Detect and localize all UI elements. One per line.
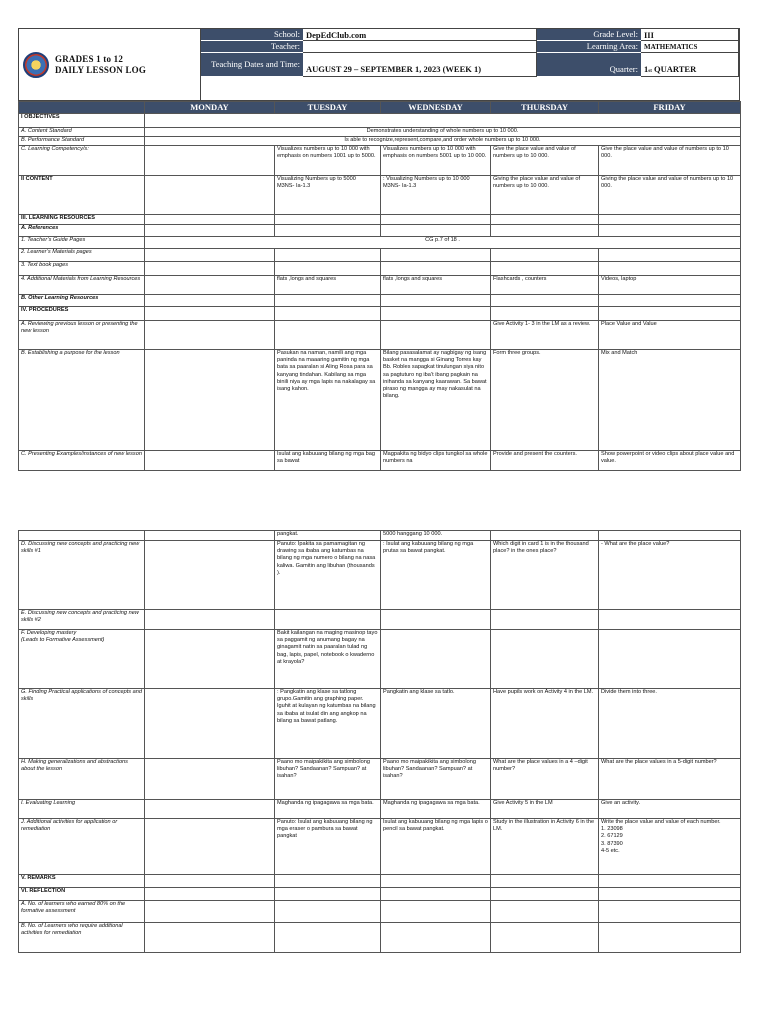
table-row [19, 237, 741, 249]
quarter-label: Quarter: [537, 53, 641, 77]
table-row [19, 531, 741, 541]
additional-activities-wednesday: Isulat ang kabuuang bilang ng mga lapis o pencil sa bawat pangkat. [381, 819, 491, 875]
content-monday [145, 176, 275, 215]
reflection-heading: VI. REFLECTION [19, 888, 145, 901]
learners-materials-label: 2. Learner’s Materials pages [19, 249, 145, 262]
presenting-label: C. Presenting Examples/instances of new lesson [19, 451, 145, 471]
additional-materials-monday [145, 276, 275, 295]
lesson-log-table-2 [18, 530, 741, 953]
table-row [19, 176, 741, 215]
additional-activities-label: J. Additional activities for application or remediation [19, 819, 145, 875]
evaluating-friday: Give an activity. [599, 800, 741, 819]
establishing-wednesday: Bilang pasasalamat ay nagbigay ng isang basket na mangga si Ginang Torres kay Bb. Robles sapagkat tinulungan siya nito sa pagtuturo ng iba’t ibang pagkain na inihanda sa kanyang kaarawan. Sa bawat piraso ng mangga ay may nakasulat na bilang. [381, 350, 491, 451]
table-row [19, 451, 741, 471]
day-header-tuesday: TUESDAY [275, 102, 381, 114]
evaluating-wednesday: Maghanda ng ipagagawa sa mga bata. [381, 800, 491, 819]
establishing-label: B. Establishing a purpose for the lesson [19, 350, 145, 451]
lesson-log-page-2 [18, 530, 740, 953]
table-row [19, 759, 741, 800]
practical-friday: Divide them into three. [599, 689, 741, 759]
references-heading: A. References [19, 225, 145, 237]
generalizations-label: H. Making generalizations and abstractions about the lesson [19, 759, 145, 800]
additional-activities-monday [145, 819, 275, 875]
objectives-blank [145, 114, 741, 128]
table-row [19, 225, 741, 237]
lesson-log-header [18, 28, 740, 101]
presenting-monday [145, 451, 275, 471]
practical-monday [145, 689, 275, 759]
table-row [19, 276, 741, 295]
evaluating-thursday: Give Activity 5 in the LM [491, 800, 599, 819]
table-row [19, 541, 741, 610]
table-row [19, 128, 741, 137]
reviewing-friday: Place Value and Value [599, 321, 741, 350]
mastery-tuesday: Bakit kailangan na maging masinop tayo sa paggamit ng anumang bagay na ginagamit natin sa paaralan tulad ng bag, lapis, papel, notebook o kwaderno at krayola? [275, 630, 381, 689]
competency-wednesday: Visualizes numbers up to 10 000 with emphasis on numbers 5001 up to 10 000. [381, 146, 491, 176]
establishing-friday: Mix and Match [599, 350, 741, 451]
discussing1-friday: - What are the place value? [599, 541, 741, 610]
additional-materials-tuesday: flats ,longs and squares [275, 276, 381, 295]
generalizations-friday: What are the place values in a 5-digit number? [599, 759, 741, 800]
content-thursday: Giving the place value and value of numbers up to 10 000. [491, 176, 599, 215]
competency-monday [145, 146, 275, 176]
competency-tuesday: Visualizes numbers up to 10 000 with emphasis on numbers 1001 up to 5000. [275, 146, 381, 176]
table-row [19, 888, 741, 901]
learners-80-label: A. No. of learners who earned 80% on the formative assessment [19, 901, 145, 923]
quarter-word: QUARTER [654, 64, 697, 74]
objectives-heading: I OBJECTIVES [19, 114, 145, 128]
generalizations-monday [145, 759, 275, 800]
table-row [19, 146, 741, 176]
practical-label: G. Finding Practical applications of concepts and skills [19, 689, 145, 759]
day-header-blank [19, 102, 145, 114]
table-row [19, 800, 741, 819]
reviewing-thursday: Give Activity 1- 3 in the LM as a review. [491, 321, 599, 350]
content-friday: Giving the place value and value of numbers up to 10 000. [599, 176, 741, 215]
evaluating-monday [145, 800, 275, 819]
document-title [55, 54, 146, 76]
table-row [19, 137, 741, 146]
presenting-friday: Show powerpoint or video clips about place value and value. [599, 451, 741, 471]
lesson-log-page-1 [18, 28, 740, 471]
generalizations-thursday: What are the place values in a 4 –digit number? [491, 759, 599, 800]
table-row [19, 321, 741, 350]
mastery-wednesday [381, 630, 491, 689]
quarter-number: 1 [644, 64, 649, 74]
teachers-guide-label: 1. Teacher’s Guide Pages [19, 237, 145, 249]
presenting-tuesday: Isulat ang kabuuang bilang ng mga bag sa bawat [275, 451, 381, 471]
practical-thursday: Have pupils work on Activity 4 in the LM. [491, 689, 599, 759]
generalizations-tuesday: Paano mo maipakikita ang simbolong libuhan? Sandaanan? Sampuan? at isahan? [275, 759, 381, 800]
presenting-cont-tuesday: pangkat. [275, 531, 381, 541]
title-line-2: DAILY LESSON LOG [55, 64, 147, 75]
table-row [19, 923, 741, 953]
day-header-monday: MONDAY [145, 102, 275, 114]
mastery-thursday [491, 630, 599, 689]
quarter-ordinal: st [648, 69, 652, 74]
table-row [19, 262, 741, 276]
evaluating-tuesday: Maghanda ng ipagagawa sa mga bata. [275, 800, 381, 819]
table-row [19, 307, 741, 321]
reviewing-tuesday [275, 321, 381, 350]
learners-remedial-label: B. No. of Learners who require additional activities for remediation [19, 923, 145, 953]
reviewing-label: A. Reviewing previous lesson or presenting the new lesson [19, 321, 145, 350]
discussing1-wednesday: : Isulat ang kabuuang bilang ng mga prutas sa bawat pangkat. [381, 541, 491, 610]
lesson-log-table-1 [18, 101, 741, 471]
quarter-value [641, 53, 739, 77]
additional-materials-friday: Videos, laptop [599, 276, 741, 295]
learning-area-label: Learning Area: [537, 41, 641, 53]
additional-materials-wednesday: flats ,longs and squares [381, 276, 491, 295]
performance-standard-value: Is able to recognize,represent,compare,and order whole numbers up to 10 000. [145, 137, 741, 146]
practical-tuesday: : Pangkatin ang klase sa tatlong grupo.Gamitin ang graphing paper. Iguhit at kulayan ng katumbas na bilang sa ibaba at isulat din ang angkop na bilang sa bawat patlang. [275, 689, 381, 759]
teacher-label: Teacher: [201, 41, 303, 53]
presenting-cont-wednesday: 5000 hanggang 10 000. [381, 531, 491, 541]
deped-seal-icon [23, 52, 49, 78]
table-row [19, 215, 741, 225]
content-tuesday: Visualizing Numbers up to 5000 M3NS- Ia-1.3 [275, 176, 381, 215]
discussing1-thursday: Which digit in card 1 is in the thousand place? in the ones place? [491, 541, 599, 610]
discussing1-tuesday: Panuto: Ipakita sa pamamagitan ng drawing sa ibaba ang katumbas na bilang ng mga numero o bilang na nasa kaliwa. Gamitin ang libuhan (thousands ). [275, 541, 381, 610]
practical-wednesday: Pangkatin ang klase sa tatlo. [381, 689, 491, 759]
grade-level-label: Grade Level: [537, 29, 641, 41]
teaching-dates-label: Teaching Dates and Time: [201, 53, 303, 77]
table-row [19, 689, 741, 759]
discussing2-label: E. Discussing new concepts and practicing new skills #2 [19, 610, 145, 630]
generalizations-wednesday: Paano mo maipakikita ang simbolong libuhan? Sandaanan? Sampuan? at isahan? [381, 759, 491, 800]
day-header-thursday: THURSDAY [491, 102, 599, 114]
reviewing-monday [145, 321, 275, 350]
school-value: DepEdClub.com [303, 29, 537, 41]
evaluating-label: I. Evaluating Learning [19, 800, 145, 819]
resources-heading: III. LEARNING RESOURCES [19, 215, 145, 225]
day-header-friday: FRIDAY [599, 102, 741, 114]
table-row [19, 114, 741, 128]
establishing-tuesday: Pasukan na naman, namili ang mga paninda na maaaring gamitin ng mga bata sa paaralan si Aling Rosa para sa kanyang tindahan. Kabilang sa mga binili niya ay mga lapis na nakalagay sa isang kahon. [275, 350, 381, 451]
content-wednesday: : Visualizing Numbers up to 10 000 M3NS- Ia-1.3 [381, 176, 491, 215]
additional-materials-label: 4. Additional Materials from Learning Resources [19, 276, 145, 295]
table-row [19, 630, 741, 689]
remarks-heading: V. REMARKS [19, 875, 145, 888]
header-title-block [18, 28, 200, 101]
additional-activities-tuesday: Panuto: Isulat ang kabuuang bilang ng mga eraser o pambura sa bawat pangkat [275, 819, 381, 875]
table-row [19, 350, 741, 451]
table-row [19, 875, 741, 888]
other-resources-heading: B. Other Learning Resources [19, 295, 145, 307]
table-row [19, 610, 741, 630]
grade-level-value: III [641, 29, 739, 41]
mastery-monday [145, 630, 275, 689]
additional-activities-thursday: Study in the illustration in Activity 6 in the LM. [491, 819, 599, 875]
reviewing-wednesday [381, 321, 491, 350]
procedures-heading: IV. PROCEDURES [19, 307, 145, 321]
content-standard-value: Demonstrates understanding of whole numbers up to 10 000. [145, 128, 741, 137]
text-book-label: 3. Text book pages [19, 262, 145, 276]
header-info-grid [200, 28, 740, 101]
discussing1-label: D. Discussing new concepts and practicing new skills #1 [19, 541, 145, 610]
discussing1-monday [145, 541, 275, 610]
competency-thursday: Give the place value and value of numbers up to 10 000. [491, 146, 599, 176]
table-row [19, 819, 741, 875]
presenting-wednesday: Magpakita ng bidyo clips tungkol sa whole numbers na [381, 451, 491, 471]
competency-label: C. Learning Competency/s: [19, 146, 145, 176]
table-row [19, 295, 741, 307]
teaching-dates-value: AUGUST 29 – SEPTEMBER 1, 2023 (WEEK 1) [303, 53, 537, 77]
competency-friday: Give the place value and value of numbers up to 10 000. [599, 146, 741, 176]
establishing-thursday: Form three groups. [491, 350, 599, 451]
performance-standard-label: B. Performance Standard [19, 137, 145, 146]
learning-area-value: MATHEMATICS [641, 41, 739, 53]
teachers-guide-value: CG p.7 of 18 . [145, 237, 741, 249]
mastery-label: F. Developing mastery (Leads to Formative Assessment) [19, 630, 145, 689]
table-row [19, 901, 741, 923]
teacher-value [303, 41, 537, 53]
additional-materials-thursday: Flashcards , counters [491, 276, 599, 295]
day-header-wednesday: WEDNESDAY [381, 102, 491, 114]
establishing-monday [145, 350, 275, 451]
content-standard-label: A. Content Standard [19, 128, 145, 137]
day-header-row [19, 102, 741, 114]
content-label: II CONTENT [19, 176, 145, 215]
table-row [19, 249, 741, 262]
additional-activities-friday: Write the place value and value of each number. 1. 23098 2. 67129 3. 87390 4-5 etc. [599, 819, 741, 875]
mastery-friday [599, 630, 741, 689]
presenting-thursday: Provide and present the counters. [491, 451, 599, 471]
title-line-1: GRADES 1 to 12 [55, 53, 124, 64]
school-label: School: [201, 29, 303, 41]
